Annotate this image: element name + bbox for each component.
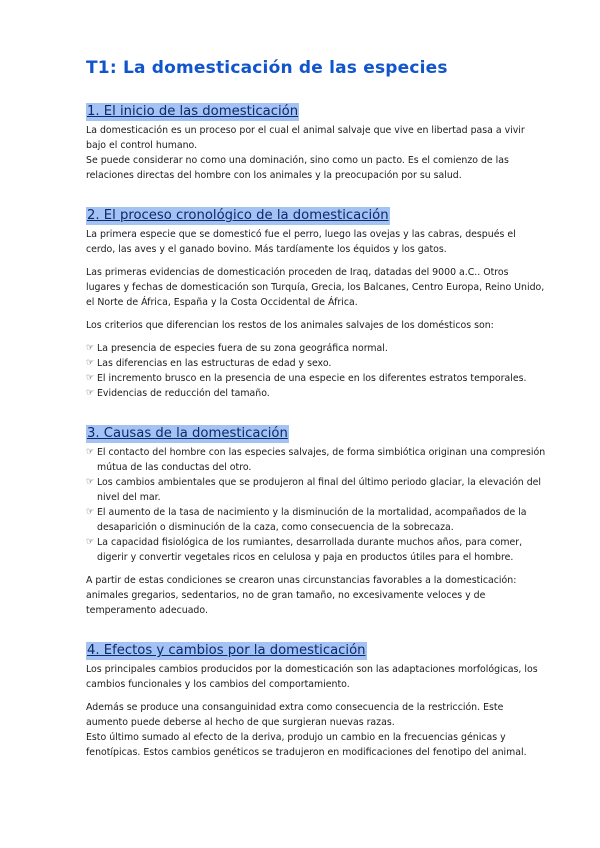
paragraph: Los criterios que diferencian los restos de los animales salvajes de los domésticos son: [86, 320, 494, 331]
paragraph: Las primeras evidencias de domesticación proceden de Iraq, datadas del 9000 a.C.. Otros lugares y fechas de domesticación son Turquía, Grecia, los Balcanes, Centro Europa, Reino Unido, el Norte de África, España y la Costa Occidental de África. [86, 267, 545, 308]
paragraph: A partir de estas condiciones se crearon unas circunstancias favorables a la domesticación: animales gregarios, sedentarios, no de gran tamaño, no excesivamente veloces y de temperamento adecuado. [86, 575, 517, 616]
pointing-hand-icon: ☞ [86, 537, 95, 547]
list-item: ☞ Los cambios ambientales que se produjeron al final del último periodo glaciar, la elevación del nivel del mar. [86, 477, 542, 503]
list-item: ☞ La presencia de especies fuera de su zona geográfica normal. [86, 343, 388, 354]
section-causas [86, 422, 546, 618]
pointing-hand-icon: ☞ [86, 343, 95, 353]
section-proceso [86, 204, 546, 401]
section-heading: 4. Efectos y cambios por la domesticación [87, 643, 366, 658]
pointing-hand-icon: ☞ [86, 358, 95, 368]
paragraph: Además se produce una consanguinidad extra como consecuencia de la restricción. Este aumento puede deberse al hecho de que surgieran nuevas razas. [86, 702, 504, 728]
pointing-hand-icon: ☞ [86, 373, 95, 383]
pointing-hand-icon: ☞ [86, 477, 95, 487]
pointing-hand-icon: ☞ [86, 507, 95, 517]
section-heading: 1. El inicio de las domesticación [87, 104, 299, 119]
paragraph: La domesticación es un proceso por el cual el animal salvaje que vive en libertad pasa a vivir bajo el control humano. [86, 125, 525, 151]
pointing-hand-icon: ☞ [86, 447, 95, 457]
list-item: ☞ El aumento de la tasa de nacimiento y la disminución de la mortalidad, acompañados de la desaparición o disminución de la caza, como consecuencia de la sobrecaza. [86, 507, 527, 533]
section-heading: 2. El proceso cronológico de la domesticación [87, 208, 389, 223]
page-title: T1: La domesticación de las especies [86, 58, 448, 78]
section-inicio [86, 100, 546, 183]
paragraph: Se puede considerar no como una dominación, sino como un pacto. Es el comienzo de las relaciones directas del hombre con los animales y la preocupación por su salud. [86, 155, 509, 181]
paragraph: Los principales cambios producidos por la domesticación son las adaptaciones morfológicas, los cambios funcionales y los cambios del comportamiento. [86, 664, 538, 690]
paragraph: Esto último sumado al efecto de la deriva, produjo un cambio en la frecuencias génicas y fenotípicas. Estos cambios genéticos se tradujeron en modificaciones del fenotipo del animal. [86, 732, 527, 758]
document-page [86, 58, 546, 760]
list-item: ☞ El incremento brusco en la presencia de una especie en los diferentes estratos temporales. [86, 373, 527, 384]
list-item: ☞ El contacto del hombre con las especies salvajes, de forma simbiótica originan una compresión mútua de las conductas del otro. [86, 447, 546, 473]
pointing-hand-icon: ☞ [86, 388, 95, 398]
list-item: ☞ Evidencias de reducción del tamaño. [86, 388, 270, 399]
section-heading: 3. Causas de la domesticación [87, 426, 288, 441]
list-item: ☞ La capacidad fisiológica de los rumiantes, desarrollada durante muchos años, para comer, digerir y convertir vegetales ricos en celulosa y paja en productos útiles para el hombre. [86, 537, 523, 563]
paragraph: La primera especie que se domesticó fue el perro, luego las ovejas y las cabras, después el cerdo, las aves y el ganado bovino. Más tardíamente los équidos y los gatos. [86, 229, 516, 255]
list-item: ☞ Las diferencias en las estructuras de edad y sexo. [86, 358, 332, 369]
section-efectos [86, 639, 546, 760]
